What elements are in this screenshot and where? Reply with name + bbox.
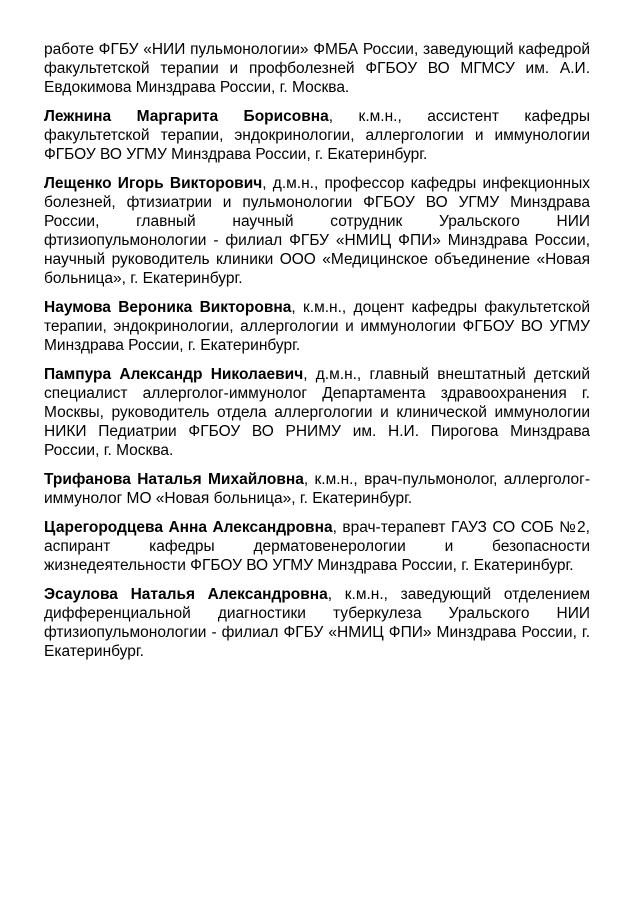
author-name: Пампура Александр Николаевич (44, 366, 304, 383)
author-name: Трифанова Наталья Михайловна (44, 471, 304, 488)
author-description: , врач-терапевт ГАУЗ СО СОБ №2, аспирант кафедры дерматовенерологии и безопасности жизнедеятельности ФГБОУ ВО УГМУ Минздрава России, г. Екатеринбург. (44, 519, 590, 574)
author-entry (44, 470, 590, 508)
author-description: , к.м.н., врач-пульмонолог, аллерголог-иммунолог МО «Новая больница», г. Екатеринбург. (44, 471, 590, 507)
author-name: Наумова Вероника Викторовна (44, 299, 292, 316)
author-description: , к.м.н., заведующий отделением дифференциальной диагностики туберкулеза Уральского НИИ фтизиопульмонологии - филиал ФГБУ «НМИЦ ФПИ» Минздрава России, г. Екатеринбург. (44, 586, 590, 660)
author-entry (44, 585, 590, 661)
author-name: Эсаулова Наталья Александровна (44, 586, 328, 603)
author-entry (44, 518, 590, 575)
author-description: , д.м.н., профессор кафедры инфекционных болезней, фтизиатрии и пульмонологии ФГБОУ ВО УГМУ Минздрава России, главный научный сотрудник Уральского НИИ фтизиопульмонологии - филиал ФГБУ «НМИЦ ФПИ» Минздрава России, научный руководитель клиники ООО «Медицинское объединение «Новая больница», г. Екатеринбург. (44, 175, 591, 287)
author-entry (44, 174, 590, 288)
author-entry (44, 298, 590, 355)
author-entry (44, 107, 590, 164)
author-description: работе ФГБУ «НИИ пульмонологии» ФМБА России, заведующий кафедрой факультетской терапии и профболезней ФГБОУ ВО МГМСУ им. А.И. Евдокимова Минздрава России, г. Москва. (44, 41, 590, 96)
author-entry-continuation (44, 40, 590, 97)
author-entry (44, 365, 590, 460)
author-description: , к.м.н., ассистент кафедры факультетской терапии, эндокринологии, аллергологии и иммунологии ФГБОУ ВО УГМУ Минздрава России, г. Екатеринбург. (44, 108, 590, 163)
author-description: , к.м.н., доцент кафедры факультетской терапии, эндокринологии, аллергологии и иммунологии ФГБОУ ВО УГМУ Минздрава России, г. Екатеринбург. (44, 299, 590, 354)
document-page (44, 40, 590, 671)
author-description: , д.м.н., главный внештатный детский специалист аллерголог-иммунолог Департамента здравоохранения г. Москвы, руководитель отдела аллергологии и клинической иммунологии НИКИ Педиатрии ФГБОУ ВО РНИМУ им. Н.И. Пирогова Минздрава России, г. Москва. (44, 366, 590, 459)
author-name: Царегородцева Анна Александровна (44, 519, 333, 536)
author-name: Лежнина Маргарита Борисовна (44, 108, 329, 125)
author-name: Лещенко Игорь Викторович (44, 175, 263, 192)
